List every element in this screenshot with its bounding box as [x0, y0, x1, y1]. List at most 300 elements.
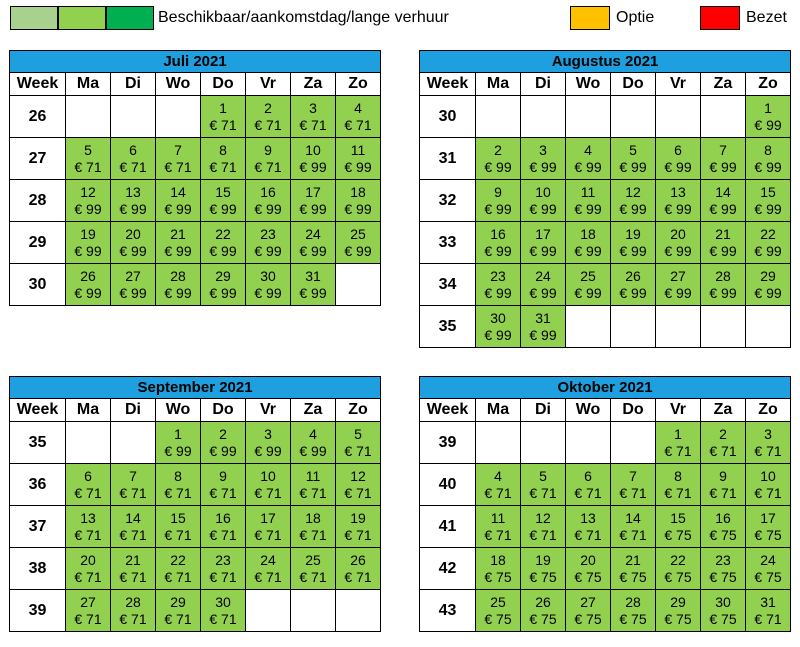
week-number: 37 — [10, 506, 66, 548]
weekday-header-za: Za — [701, 73, 746, 96]
day-cell[interactable] — [246, 464, 291, 506]
day-number: 19 — [80, 225, 96, 242]
day-cell[interactable] — [201, 464, 246, 506]
weekday-header-zo: Zo — [746, 399, 791, 422]
day-price: € 99 — [664, 158, 692, 175]
day-cell[interactable] — [521, 548, 566, 590]
day-cell[interactable] — [156, 180, 201, 222]
day-cell[interactable] — [156, 138, 201, 180]
day-cell[interactable] — [476, 464, 521, 506]
empty-day-cell — [291, 590, 336, 632]
day-number: 16 — [490, 225, 506, 242]
day-cell[interactable] — [291, 222, 336, 264]
week-row — [10, 138, 381, 180]
day-number: 29 — [670, 593, 686, 610]
day-cell[interactable] — [611, 222, 656, 264]
day-number: 28 — [625, 593, 641, 610]
day-number: 24 — [760, 551, 776, 568]
day-cell[interactable] — [656, 222, 701, 264]
day-cell[interactable] — [66, 222, 111, 264]
day-cell[interactable] — [611, 506, 656, 548]
day-number: 4 — [309, 425, 317, 442]
day-cell[interactable] — [336, 222, 381, 264]
day-cell[interactable] — [291, 548, 336, 590]
day-number: 15 — [670, 509, 686, 526]
day-number: 30 — [715, 593, 731, 610]
day-number: 2 — [494, 141, 502, 158]
day-cell[interactable] — [156, 548, 201, 590]
week-number: 31 — [420, 138, 476, 180]
day-cell[interactable] — [201, 506, 246, 548]
day-cell[interactable] — [701, 422, 746, 464]
day-cell[interactable] — [701, 138, 746, 180]
day-cell[interactable] — [566, 138, 611, 180]
day-cell[interactable] — [701, 222, 746, 264]
day-cell[interactable] — [336, 96, 381, 138]
day-cell[interactable] — [656, 138, 701, 180]
day-cell[interactable] — [746, 96, 791, 138]
day-cell[interactable] — [521, 222, 566, 264]
day-cell[interactable] — [476, 264, 521, 306]
day-cell[interactable] — [476, 222, 521, 264]
day-number: 27 — [670, 267, 686, 284]
day-cell[interactable] — [246, 506, 291, 548]
day-price: € 71 — [254, 484, 282, 501]
day-cell[interactable] — [201, 222, 246, 264]
day-cell[interactable] — [521, 306, 566, 348]
day-cell[interactable] — [746, 138, 791, 180]
day-number: 1 — [674, 425, 682, 442]
day-price: € 71 — [119, 610, 147, 627]
day-cell[interactable] — [746, 590, 791, 632]
day-cell[interactable] — [701, 548, 746, 590]
day-number: 17 — [260, 509, 276, 526]
weekday-header-wo: Wo — [566, 73, 611, 96]
day-number: 9 — [494, 183, 502, 200]
day-price: € 71 — [619, 526, 647, 543]
day-number: 3 — [264, 425, 272, 442]
day-price: € 75 — [754, 526, 782, 543]
day-cell[interactable] — [291, 264, 336, 306]
legend-option-label: Optie — [616, 9, 655, 26]
day-price: € 75 — [484, 568, 512, 585]
empty-day-cell — [521, 96, 566, 138]
day-cell[interactable] — [336, 548, 381, 590]
day-price: € 99 — [484, 326, 512, 343]
day-number: 3 — [539, 141, 547, 158]
day-cell[interactable] — [291, 464, 336, 506]
weekday-header-row — [10, 73, 381, 96]
day-cell[interactable] — [336, 138, 381, 180]
weekday-header-vr: Vr — [656, 73, 701, 96]
day-number: 23 — [715, 551, 731, 568]
day-number: 1 — [219, 99, 227, 116]
day-number: 24 — [260, 551, 276, 568]
day-price: € 71 — [119, 484, 147, 501]
day-cell[interactable] — [66, 590, 111, 632]
empty-day-cell — [656, 306, 701, 348]
day-cell[interactable] — [701, 590, 746, 632]
day-cell[interactable] — [476, 548, 521, 590]
day-cell[interactable] — [291, 506, 336, 548]
day-cell[interactable] — [291, 138, 336, 180]
day-number: 27 — [125, 267, 141, 284]
week-number: 35 — [10, 422, 66, 464]
day-number: 27 — [80, 593, 96, 610]
day-cell[interactable] — [291, 422, 336, 464]
day-cell[interactable] — [656, 264, 701, 306]
day-cell[interactable] — [111, 222, 156, 264]
day-cell[interactable] — [521, 464, 566, 506]
day-price: € 99 — [619, 200, 647, 217]
day-cell[interactable] — [746, 264, 791, 306]
day-price: € 99 — [529, 200, 557, 217]
day-number: 29 — [170, 593, 186, 610]
day-price: € 99 — [254, 242, 282, 259]
day-cell[interactable] — [66, 464, 111, 506]
day-price: € 99 — [529, 284, 557, 301]
day-number: 20 — [80, 551, 96, 568]
week-number: 43 — [420, 590, 476, 632]
day-number: 11 — [580, 183, 596, 200]
week-row — [420, 506, 791, 548]
day-cell[interactable] — [701, 464, 746, 506]
day-cell[interactable] — [611, 264, 656, 306]
day-cell[interactable] — [246, 422, 291, 464]
day-price: € 99 — [709, 158, 737, 175]
day-cell[interactable] — [476, 180, 521, 222]
day-number: 13 — [580, 509, 596, 526]
week-number: 41 — [420, 506, 476, 548]
day-price: € 99 — [529, 326, 557, 343]
week-row — [10, 180, 381, 222]
day-number: 2 — [719, 425, 727, 442]
day-price: € 71 — [74, 610, 102, 627]
day-number: 31 — [305, 267, 321, 284]
day-cell[interactable] — [156, 464, 201, 506]
empty-day-cell — [156, 96, 201, 138]
day-number: 28 — [125, 593, 141, 610]
day-cell[interactable] — [111, 264, 156, 306]
calendar-title: Augustus 2021 — [420, 51, 791, 73]
day-cell[interactable] — [201, 264, 246, 306]
day-price: € 71 — [209, 610, 237, 627]
day-price: € 71 — [299, 116, 327, 133]
week-row — [10, 506, 381, 548]
day-cell[interactable] — [566, 506, 611, 548]
day-price: € 71 — [344, 442, 372, 459]
calendar-july — [9, 50, 381, 306]
day-cell[interactable] — [246, 180, 291, 222]
day-cell[interactable] — [521, 138, 566, 180]
empty-day-cell — [566, 422, 611, 464]
day-cell[interactable] — [111, 548, 156, 590]
day-cell[interactable] — [156, 422, 201, 464]
day-cell[interactable] — [566, 464, 611, 506]
day-number: 23 — [260, 225, 276, 242]
day-cell[interactable] — [746, 180, 791, 222]
day-cell[interactable] — [156, 506, 201, 548]
day-cell[interactable] — [66, 138, 111, 180]
day-price: € 99 — [209, 242, 237, 259]
day-price: € 99 — [164, 242, 192, 259]
day-number: 12 — [80, 183, 96, 200]
day-number: 25 — [490, 593, 506, 610]
day-number: 18 — [350, 183, 366, 200]
day-price: € 99 — [74, 242, 102, 259]
day-price: € 99 — [619, 158, 647, 175]
day-number: 4 — [584, 141, 592, 158]
day-number: 16 — [215, 509, 231, 526]
day-number: 5 — [84, 141, 92, 158]
day-price: € 75 — [709, 610, 737, 627]
weekday-header-za: Za — [291, 73, 336, 96]
day-cell[interactable] — [111, 138, 156, 180]
day-price: € 99 — [754, 116, 782, 133]
day-number: 25 — [305, 551, 321, 568]
day-number: 22 — [170, 551, 186, 568]
day-cell[interactable] — [66, 548, 111, 590]
day-cell[interactable] — [521, 264, 566, 306]
day-cell[interactable] — [201, 138, 246, 180]
day-price: € 99 — [709, 200, 737, 217]
day-cell[interactable] — [476, 590, 521, 632]
week-row — [10, 590, 381, 632]
day-cell[interactable] — [656, 180, 701, 222]
day-cell[interactable] — [111, 590, 156, 632]
day-cell[interactable] — [476, 506, 521, 548]
day-number: 22 — [760, 225, 776, 242]
day-number: 24 — [535, 267, 551, 284]
week-number: 29 — [10, 222, 66, 264]
day-price: € 99 — [164, 200, 192, 217]
day-number: 21 — [625, 551, 641, 568]
empty-day-cell — [476, 422, 521, 464]
week-row — [10, 548, 381, 590]
day-cell[interactable] — [66, 264, 111, 306]
day-cell[interactable] — [476, 306, 521, 348]
week-number: 26 — [10, 96, 66, 138]
empty-day-cell — [656, 96, 701, 138]
week-number: 30 — [420, 96, 476, 138]
week-number: 39 — [10, 590, 66, 632]
day-cell[interactable] — [111, 506, 156, 548]
day-price: € 71 — [664, 484, 692, 501]
weekday-header-za: Za — [291, 399, 336, 422]
empty-day-cell — [611, 422, 656, 464]
day-price: € 71 — [299, 568, 327, 585]
day-cell[interactable] — [291, 180, 336, 222]
week-row — [420, 222, 791, 264]
empty-day-cell — [701, 306, 746, 348]
day-cell[interactable] — [566, 264, 611, 306]
day-price: € 99 — [484, 158, 512, 175]
calendar-title: September 2021 — [10, 377, 381, 399]
day-number: 10 — [760, 467, 776, 484]
day-price: € 99 — [664, 242, 692, 259]
day-number: 9 — [264, 141, 272, 158]
day-number: 8 — [219, 141, 227, 158]
day-number: 10 — [305, 141, 321, 158]
day-cell[interactable] — [746, 464, 791, 506]
day-cell[interactable] — [746, 548, 791, 590]
day-price: € 99 — [664, 200, 692, 217]
day-number: 16 — [260, 183, 276, 200]
week-number: 32 — [420, 180, 476, 222]
day-cell[interactable] — [201, 548, 246, 590]
empty-day-cell — [111, 422, 156, 464]
day-price: € 71 — [164, 158, 192, 175]
day-cell[interactable] — [656, 464, 701, 506]
day-cell[interactable] — [566, 222, 611, 264]
day-cell[interactable] — [246, 96, 291, 138]
week-number: 38 — [10, 548, 66, 590]
day-price: € 71 — [344, 484, 372, 501]
day-number: 9 — [719, 467, 727, 484]
day-cell[interactable] — [66, 180, 111, 222]
day-cell[interactable] — [156, 264, 201, 306]
day-price: € 99 — [574, 200, 602, 217]
day-cell[interactable] — [701, 506, 746, 548]
day-number: 24 — [305, 225, 321, 242]
day-price: € 71 — [619, 484, 647, 501]
day-price: € 99 — [299, 284, 327, 301]
day-price: € 99 — [484, 200, 512, 217]
day-cell[interactable] — [111, 180, 156, 222]
day-number: 2 — [219, 425, 227, 442]
day-cell[interactable] — [291, 96, 336, 138]
weekday-header-di: Di — [111, 399, 156, 422]
day-number: 17 — [535, 225, 551, 242]
week-row — [420, 138, 791, 180]
day-cell[interactable] — [246, 138, 291, 180]
day-cell[interactable] — [201, 590, 246, 632]
day-cell[interactable] — [476, 138, 521, 180]
day-cell[interactable] — [336, 422, 381, 464]
day-price: € 75 — [754, 568, 782, 585]
day-number: 15 — [170, 509, 186, 526]
day-cell[interactable] — [521, 506, 566, 548]
week-number: 35 — [420, 306, 476, 348]
day-price: € 99 — [209, 200, 237, 217]
day-price: € 71 — [574, 484, 602, 501]
legend-swatch-available-dark — [106, 6, 154, 30]
day-cell[interactable] — [746, 422, 791, 464]
day-cell[interactable] — [611, 548, 656, 590]
day-number: 4 — [494, 467, 502, 484]
day-price: € 71 — [254, 526, 282, 543]
day-price: € 99 — [484, 242, 512, 259]
day-cell[interactable] — [611, 590, 656, 632]
day-cell[interactable] — [611, 464, 656, 506]
day-price: € 99 — [299, 242, 327, 259]
day-cell[interactable] — [656, 506, 701, 548]
day-cell[interactable] — [336, 180, 381, 222]
day-number: 20 — [580, 551, 596, 568]
weekday-header-row — [10, 399, 381, 422]
week-number: 28 — [10, 180, 66, 222]
day-cell[interactable] — [566, 548, 611, 590]
calendar-september — [9, 376, 381, 632]
day-price: € 99 — [119, 242, 147, 259]
day-cell[interactable] — [156, 222, 201, 264]
day-cell[interactable] — [336, 464, 381, 506]
day-cell[interactable] — [246, 548, 291, 590]
day-cell[interactable] — [701, 180, 746, 222]
day-cell[interactable] — [566, 180, 611, 222]
week-row — [10, 96, 381, 138]
day-cell[interactable] — [246, 264, 291, 306]
empty-day-cell — [746, 306, 791, 348]
day-price: € 71 — [119, 158, 147, 175]
day-price: € 71 — [164, 610, 192, 627]
week-row — [420, 548, 791, 590]
day-cell[interactable] — [656, 422, 701, 464]
day-price: € 71 — [299, 526, 327, 543]
day-cell[interactable] — [656, 548, 701, 590]
day-price: € 99 — [754, 200, 782, 217]
day-price: € 99 — [344, 158, 372, 175]
day-cell[interactable] — [701, 264, 746, 306]
day-cell[interactable] — [336, 506, 381, 548]
day-cell[interactable] — [246, 222, 291, 264]
day-number: 18 — [580, 225, 596, 242]
day-cell[interactable] — [746, 506, 791, 548]
day-price: € 71 — [344, 568, 372, 585]
day-cell[interactable] — [156, 590, 201, 632]
day-price: € 71 — [754, 610, 782, 627]
day-number: 6 — [129, 141, 137, 158]
day-cell[interactable] — [611, 138, 656, 180]
day-cell[interactable] — [611, 180, 656, 222]
day-cell[interactable] — [521, 590, 566, 632]
day-cell[interactable] — [201, 180, 246, 222]
day-cell[interactable] — [201, 422, 246, 464]
week-number: 33 — [420, 222, 476, 264]
day-cell[interactable] — [201, 96, 246, 138]
day-price: € 99 — [164, 284, 192, 301]
day-price: € 71 — [209, 158, 237, 175]
day-number: 10 — [260, 467, 276, 484]
day-number: 10 — [535, 183, 551, 200]
legend — [10, 6, 795, 30]
day-cell[interactable] — [521, 180, 566, 222]
week-number: 30 — [10, 264, 66, 306]
weekday-header-ma: Ma — [66, 399, 111, 422]
day-price: € 71 — [119, 526, 147, 543]
day-number: 13 — [670, 183, 686, 200]
day-number: 3 — [309, 99, 317, 116]
empty-day-cell — [611, 306, 656, 348]
day-number: 11 — [305, 467, 321, 484]
calendar-title: Oktober 2021 — [420, 377, 791, 399]
day-number: 22 — [215, 225, 231, 242]
week-number: 27 — [10, 138, 66, 180]
day-price: € 75 — [529, 610, 557, 627]
day-price: € 99 — [574, 242, 602, 259]
day-cell[interactable] — [746, 222, 791, 264]
weekday-header-zo: Zo — [336, 399, 381, 422]
day-number: 18 — [490, 551, 506, 568]
day-cell[interactable] — [566, 590, 611, 632]
day-number: 19 — [535, 551, 551, 568]
day-cell[interactable] — [111, 464, 156, 506]
day-cell[interactable] — [656, 590, 701, 632]
day-number: 23 — [215, 551, 231, 568]
day-price: € 99 — [119, 284, 147, 301]
day-cell[interactable] — [66, 506, 111, 548]
day-price: € 71 — [574, 526, 602, 543]
